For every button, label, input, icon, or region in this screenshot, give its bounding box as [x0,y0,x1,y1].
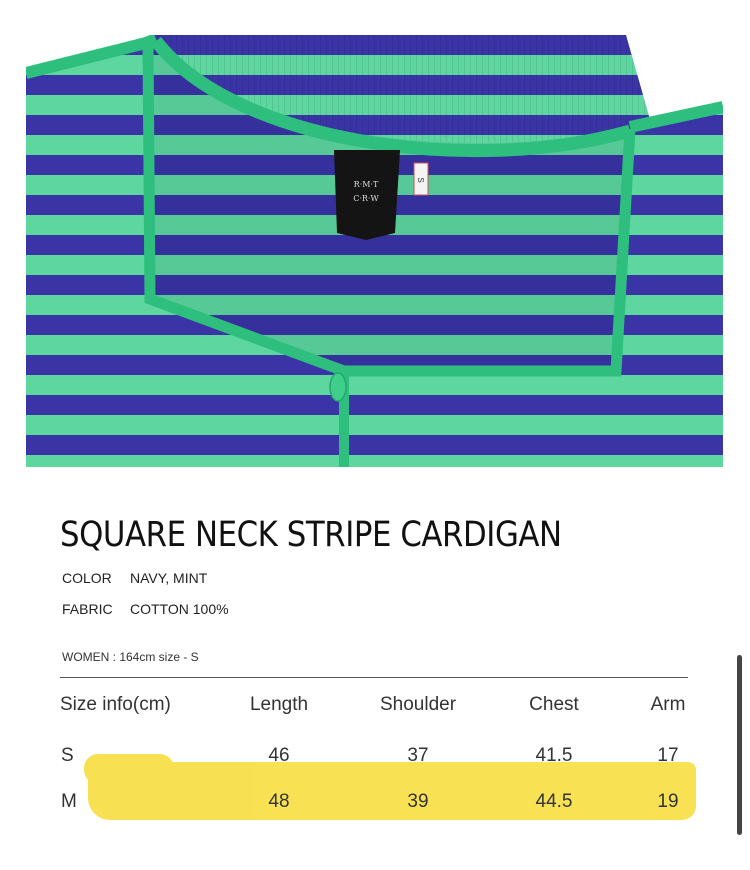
header-length: Length [249,694,309,715]
button-icon [330,373,346,401]
header-arm: Arm [650,694,686,715]
header-shoulder: Shoulder [379,694,457,715]
divider [60,677,688,678]
length-cell: 46 [268,745,290,766]
brand-label [334,150,400,240]
spec-key: FABRIC [62,601,113,617]
product-title: SQUARE NECK STRIPE CARDIGAN [60,515,562,555]
cardigan-image [26,35,723,467]
size-tag [414,163,428,195]
spec-key: COLOR [62,570,112,586]
label-text-2: C·R·W [353,194,379,203]
model-note: WOMEN : 164cm size - S [62,650,199,664]
label-text-1: R·M·T [353,180,379,189]
arm-cell: 17 [657,745,679,766]
chest-cell: 41.5 [535,745,573,766]
size-cell: S [61,745,74,766]
spec-fabric [62,601,229,617]
length-cell: 48 [268,791,290,812]
shoulder-cell: 37 [407,745,429,766]
product-photo [26,35,723,467]
chest-cell: 44.5 [535,791,573,812]
header-chest: Chest [529,694,579,715]
header-size-info: Size info(cm) [60,694,171,715]
spec-value: COTTON 100% [130,601,229,617]
spec-color [62,570,207,586]
size-tag-text: S [416,177,425,183]
size-cell: M [61,791,77,812]
arm-cell: 19 [657,791,679,812]
spec-value: NAVY, MINT [130,570,208,586]
shoulder-cell: 39 [407,791,429,812]
scrollbar[interactable] [737,655,742,835]
